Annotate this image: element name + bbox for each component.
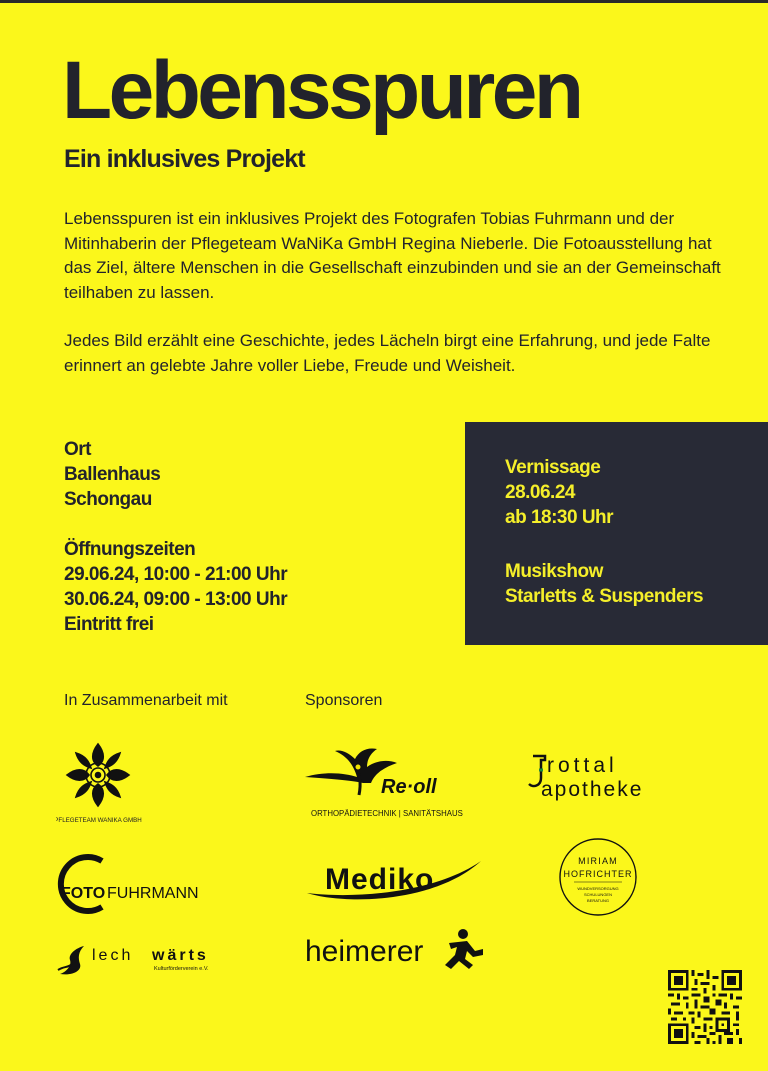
admission-note: Eintritt frei [64, 614, 154, 635]
mandala-icon [56, 738, 146, 828]
miriam-lastname: HOFRICHTER [563, 869, 633, 879]
apotheke-name: apotheke [541, 778, 644, 801]
miriam-sub1: WUNDVERSORGUNG [577, 886, 619, 891]
poster-title: Lebensspuren [62, 45, 581, 136]
miriam-sub3: BERATUNG [587, 898, 609, 903]
vernissage-box [465, 422, 768, 645]
wave-icon [60, 946, 84, 974]
location-venue: Ballenhaus [64, 464, 161, 485]
lechwaerts-sub: Kulturförderverein e.V. [154, 966, 209, 972]
lechwaerts-lech: lech [92, 947, 134, 964]
miriam-hofrichter-logo [556, 835, 640, 919]
runner-icon [445, 929, 483, 969]
rottal-apotheke-logo [525, 752, 685, 802]
rottal-name: rottal [547, 754, 618, 777]
location-city: Schongau [64, 489, 152, 510]
reoll-logo [305, 745, 475, 820]
sponsors-label: Sponsoren [305, 692, 383, 709]
circle-arc-icon [61, 857, 102, 911]
poster-subtitle: Ein inklusives Projekt [64, 145, 305, 173]
fotofuhrmann-name: FUHRMANN [107, 885, 199, 902]
qr-code-icon[interactable] [668, 970, 742, 1044]
miriam-sub2: SCHULUNGEN [583, 892, 613, 897]
fotofuhrmann-foto: FOTO [61, 885, 106, 902]
reoll-sub: ORTHOPÄDIETECHNIK | SANITÄTSHAUS [311, 809, 463, 818]
music-heading: Musikshow [505, 561, 603, 582]
vernissage-heading: Vernissage [505, 457, 601, 478]
hours-heading: Öffnungszeiten [64, 539, 196, 560]
vernissage-time: ab 18:30 Uhr [505, 507, 614, 528]
heimerer-name: heimerer [305, 935, 424, 968]
hours-day1: 29.06.24, 10:00 - 21:00 Uhr [64, 564, 288, 585]
music-act: Starletts & Suspenders [505, 586, 704, 607]
lechwaerts-logo [56, 940, 241, 980]
mediko-logo [305, 853, 483, 905]
intro-paragraph-2: Jedes Bild erzählt eine Geschichte, jedes Lächeln birgt eine Erfahrung, und jede Falte erinnert an gelebte Jahre voller Liebe, Freude und Weisheit. [64, 331, 711, 375]
event-info [64, 437, 287, 637]
heimerer-logo [305, 925, 490, 970]
location-heading: Ort [64, 439, 91, 460]
pflegeteam-name: PFLEGETEAM WANIKA GMBH [56, 817, 142, 824]
miriam-firstname: MIRIAM [578, 856, 618, 866]
vernissage-date: 28.06.24 [505, 482, 575, 503]
mediko-name: Mediko [325, 863, 435, 896]
lechwaerts-waerts: wärts [152, 947, 209, 964]
fotofuhrmann-logo [56, 853, 216, 915]
hours-day2: 30.06.24, 09:00 - 13:00 Uhr [64, 589, 288, 610]
intro-paragraph-1: Lebensspuren ist ein inklusives Projekt des Fotografen Tobias Fuhrmann und der Mitinhaberin der Pflegeteam WaNiKa GmbH Regina Nieberle. Die Fotoausstellung hat das Ziel, ältere Menschen in die Gesellschaft einzubinden und sie an der Gemeinschaft teilhaben zu lassen. [64, 209, 721, 302]
intro-text [64, 207, 724, 402]
pflegeteam-logo [56, 738, 146, 828]
reoll-name: Re·oll [381, 776, 437, 798]
top-border [0, 0, 768, 3]
partners-label: In Zusammenarbeit mit [64, 692, 228, 709]
